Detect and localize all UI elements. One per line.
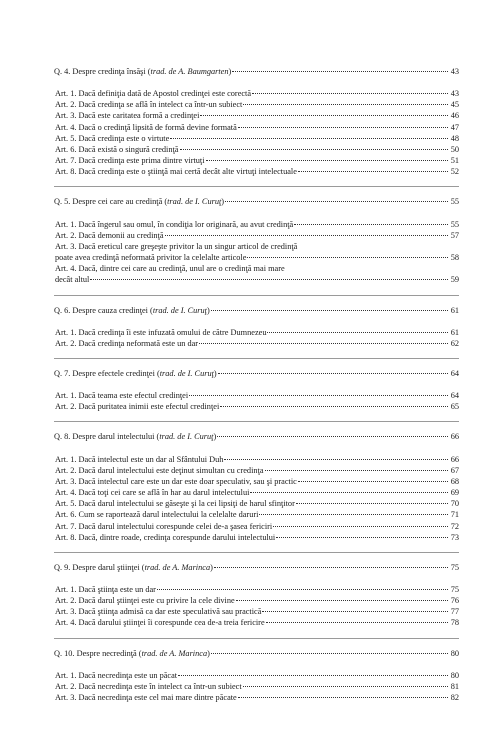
article-title-continuation (55, 252, 459, 263)
page-number: 61 (450, 327, 459, 337)
article-title: Art. 3. Dacă este caritatea formă a credinţei (55, 111, 200, 121)
article-entry (54, 390, 459, 401)
article-title: Art. 1. Dacă necredinţa este un păcat (55, 670, 178, 680)
dot-leader (238, 697, 448, 698)
article-entry (54, 230, 459, 241)
article-title: poate avea credinţă neformată privitor la celelalte articole (55, 253, 247, 263)
article-entry (54, 681, 459, 692)
page-number: 68 (450, 476, 459, 486)
section-divider (54, 638, 459, 639)
article-entry (54, 155, 459, 166)
page-number: 55 (450, 219, 459, 229)
question-title: Q. 10. Despre necredinţă (trad. de A. Marinca) (54, 648, 210, 658)
dot-leader (259, 514, 448, 515)
dot-leader (250, 492, 448, 493)
page-number: 47 (450, 122, 459, 132)
section-divider (54, 552, 459, 553)
article-title: Art. 8. Dacă, dintre roade, credinţa corespunde darului intelectului (55, 532, 276, 542)
article-entry (54, 88, 459, 99)
page-number: 59 (450, 275, 459, 285)
article-entry (54, 670, 459, 681)
dot-leader (200, 115, 448, 116)
page-number: 69 (450, 488, 459, 498)
article-entry (54, 606, 459, 617)
article-title: Art. 2. Dacă credinţa se află în intelect ca într-un subiect (55, 100, 243, 110)
dot-leader (252, 93, 448, 94)
question-heading (54, 196, 459, 207)
article-title-line: Art. 3. Dacă ereticul care greşeşte privitor la un singur articol de credinţă (55, 241, 298, 251)
article-entry (54, 263, 459, 285)
dot-leader (294, 224, 448, 225)
translator-credit: trad. de I. Curuţ (159, 368, 214, 378)
dot-leader (225, 201, 448, 202)
question-heading (54, 66, 459, 77)
toc-section (54, 648, 459, 704)
article-title: decât altul (55, 275, 90, 285)
article-title: Art. 3. Dacă intelectul care este un dar este doar speculativ, sau şi practic (55, 476, 297, 486)
dot-leader (180, 149, 449, 150)
article-title: Art. 4. Dacă toţi cei care se află în har au darul intelectului (55, 488, 250, 498)
page-number: 51 (450, 156, 459, 166)
article-entry (54, 476, 459, 487)
page-number: 64 (450, 391, 459, 401)
page-number: 70 (450, 499, 459, 509)
page-number: 81 (450, 681, 459, 691)
toc-section (54, 431, 459, 542)
article-entry (54, 498, 459, 509)
dot-leader (247, 257, 448, 258)
article-entry (54, 144, 459, 155)
page-number: 55 (450, 197, 459, 207)
page-number: 62 (450, 338, 459, 348)
dot-leader (157, 589, 448, 590)
question-title: Q. 8. Despre darul intelectului (trad. de I. Curuţ) (54, 432, 217, 442)
dot-leader (189, 395, 448, 396)
translator-credit: trad. de A. Marinca (144, 562, 211, 572)
page-number: 73 (450, 532, 459, 542)
translator-credit: trad. de A. Marinca (141, 648, 208, 658)
page-number: 50 (450, 144, 459, 154)
dot-leader (232, 71, 448, 72)
dot-leader (224, 459, 448, 460)
translator-credit: trad. de I. Curuţ (159, 432, 214, 442)
article-entry (54, 401, 459, 412)
dot-leader (266, 622, 448, 623)
page-number: 67 (450, 465, 459, 475)
article-entry (54, 166, 459, 177)
page-number: 58 (450, 253, 459, 263)
article-entry (54, 617, 459, 628)
section-divider (54, 421, 459, 422)
dot-leader (217, 436, 448, 437)
translator-credit: trad. de A. Baumgarten (150, 67, 229, 76)
article-title: Art. 1. Dacă îngerul sau omul, în condiţia lor originară, au avut credinţă (55, 219, 294, 229)
dot-leader (238, 127, 448, 128)
dot-leader (206, 160, 448, 161)
article-entry (54, 595, 459, 606)
article-title: Art. 2. Dacă necredinţa este în intelect ca într-un subiect (55, 681, 242, 691)
dot-leader (243, 686, 448, 687)
article-entry (54, 327, 459, 338)
article-title: Art. 3. Dacă ştiinţa admisă ca dar este speculativă sau practică (55, 607, 262, 617)
page-number: 66 (450, 432, 459, 442)
article-title: Art. 6. Cum se raportează darul intelectului la celelalte daruri (55, 510, 259, 520)
dot-leader (273, 526, 448, 527)
article-title: Art. 1. Dacă teama este efectul credinţei (55, 391, 189, 401)
question-heading (54, 368, 459, 379)
article-title: Art. 6. Dacă există o singură credinţă (55, 144, 179, 154)
question-heading (54, 648, 459, 659)
dot-leader (298, 171, 448, 172)
toc-section (54, 196, 459, 285)
article-entry (54, 122, 459, 133)
section-divider (54, 186, 459, 187)
question-title: Q. 5. Despre cei care au credinţă (trad. de I. Curuţ) (54, 197, 225, 207)
article-title-line: Art. 4. Dacă, dintre cei care au credinţă, unul are o credinţă mai mare (55, 264, 285, 274)
translator-credit: trad. de I. Curuţ (152, 305, 207, 315)
page-number: 75 (450, 585, 459, 594)
article-title: Art. 5. Dacă credinţa este o virtute (55, 133, 170, 143)
article-entry (54, 338, 459, 349)
article-entry (54, 454, 459, 465)
page-number: 46 (450, 111, 459, 121)
question-title: Q. 6. Despre cauza credinţei (trad. de I. Curuţ) (54, 305, 210, 315)
article-entry (54, 110, 459, 121)
dot-leader (236, 600, 448, 601)
article-entry (54, 532, 459, 543)
dot-leader (265, 470, 448, 471)
article-title: Art. 8. Dacă credinţa este o ştiinţă mai certă decât alte virtuţi intelectuale (55, 167, 297, 177)
page-number: 48 (450, 133, 459, 143)
dot-leader (262, 611, 448, 612)
page-number: 65 (450, 402, 459, 412)
page-number: 75 (450, 562, 459, 572)
article-entry (54, 521, 459, 532)
dot-leader (165, 235, 448, 236)
dot-leader (267, 332, 448, 333)
section-divider (54, 358, 459, 359)
question-title: Q. 7. Despre efectele credinţei (trad. de I. Curuţ) (54, 368, 217, 378)
article-title: Art. 2. Dacă credinţa neformată este un dar (55, 338, 199, 348)
dot-leader (170, 138, 448, 139)
article-entry (54, 692, 459, 703)
dot-leader (214, 567, 448, 568)
page-number: 43 (450, 67, 459, 76)
article-entry (54, 465, 459, 476)
toc-section (54, 368, 459, 412)
article-title: Art. 4. Dacă o credinţă lipsită de formă devine formată (55, 122, 237, 132)
article-title-continuation (55, 274, 459, 285)
article-title: Art. 2. Dacă puritatea inimii este efectul credinţei (55, 402, 220, 412)
article-title: Art. 2. Dacă darul intelectului este deţinut simultan cu credinţa (55, 465, 264, 475)
article-entry (54, 99, 459, 110)
toc-section (54, 305, 459, 349)
page-number: 64 (450, 368, 459, 378)
question-heading (54, 305, 459, 316)
translator-credit: trad. de I. Curuţ (167, 197, 222, 207)
article-title: Art. 4. Dacă darului ştiinţei îi corespunde cea de-a treia fericire (55, 618, 265, 628)
page-number: 78 (450, 618, 459, 628)
question-title: Q. 9. Despre darul ştiinţei (trad. de A. Marinca) (54, 562, 213, 572)
table-of-contents (54, 66, 459, 703)
dot-leader (298, 481, 448, 482)
page-number: 66 (450, 454, 459, 464)
section-divider (54, 295, 459, 296)
page-number: 45 (450, 100, 459, 110)
article-title: Art. 1. Dacă definiţia dată de Apostol credinţei este corectă (55, 89, 252, 99)
article-title: Art. 3. Dacă necredinţa este cel mai mare dintre păcate (55, 693, 237, 703)
dot-leader (90, 279, 448, 280)
article-entry (54, 133, 459, 144)
dot-leader (211, 310, 448, 311)
page-number: 82 (450, 693, 459, 703)
dot-leader (296, 503, 448, 504)
question-title: Q. 4. Despre credinţa însăşi (trad. de A. Baumgarten) (54, 67, 232, 76)
article-title: Art. 7. Dacă darul intelectului corespunde celei de-a şasea fericiri (55, 521, 273, 531)
page-number: 76 (450, 596, 459, 606)
page-number: 43 (450, 89, 459, 99)
page-number: 80 (450, 648, 459, 658)
dot-leader (218, 373, 448, 374)
dot-leader (178, 675, 448, 676)
question-heading (54, 431, 459, 442)
article-title: Art. 1. Dacă credinţa îi este infuzată omului de către Dumnezeu (55, 327, 267, 337)
article-title: Art. 2. Dacă demonii au credinţă (55, 230, 164, 240)
dot-leader (243, 104, 448, 105)
page-number: 77 (450, 607, 459, 617)
page-number: 57 (450, 230, 459, 240)
article-entry (54, 219, 459, 230)
page-number: 61 (450, 305, 459, 315)
toc-section (54, 562, 459, 629)
article-title: Art. 2. Dacă darul ştiinţei este cu privire la cele divine (55, 596, 235, 606)
article-entry (54, 584, 459, 595)
dot-leader (199, 343, 448, 344)
article-title: Art. 1. Dacă ştiinţa este un dar (55, 585, 156, 594)
page-number: 72 (450, 521, 459, 531)
dot-leader (276, 537, 448, 538)
toc-section (54, 66, 459, 177)
article-entry (54, 509, 459, 520)
page-number: 71 (450, 510, 459, 520)
article-title: Art. 1. Dacă intelectul este un dar al Sfântului Duh (55, 454, 224, 464)
dot-leader (211, 653, 448, 654)
page-number: 52 (450, 167, 459, 177)
article-title: Art. 7. Dacă credinţa este prima dintre virtuţi (55, 156, 205, 166)
article-title: Art. 5. Dacă darul intelectului se găseşte şi la cei lipsiţi de harul sfinţitor (55, 499, 295, 509)
question-heading (54, 562, 459, 573)
page-number: 80 (450, 670, 459, 680)
article-entry (54, 487, 459, 498)
article-entry (54, 241, 459, 263)
dot-leader (220, 406, 448, 407)
